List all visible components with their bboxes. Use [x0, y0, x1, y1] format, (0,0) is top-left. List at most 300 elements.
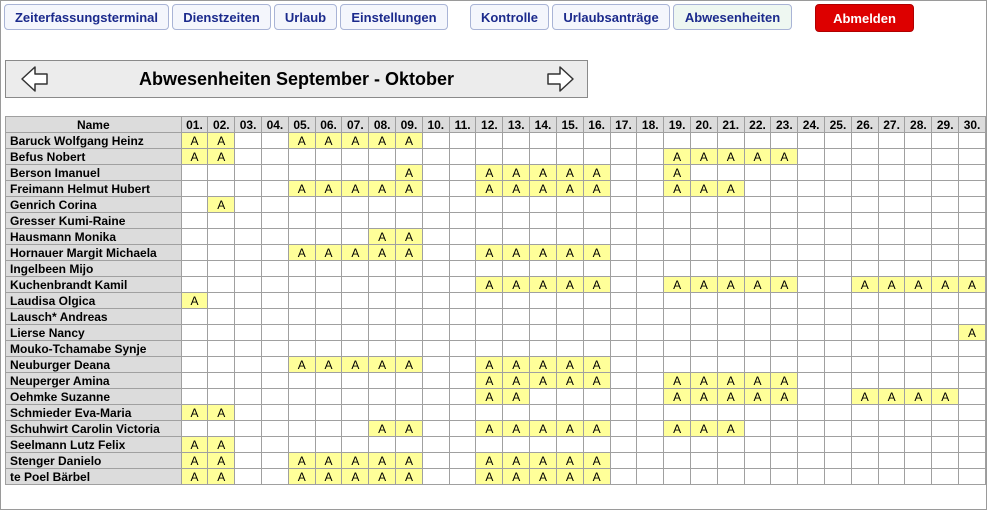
- day-cell: [422, 357, 449, 373]
- day-cell: [262, 293, 289, 309]
- table-row: [6, 133, 986, 149]
- absence-cell: A: [503, 165, 530, 181]
- day-cell: [637, 213, 664, 229]
- absence-cell: A: [690, 421, 717, 437]
- absence-cell: A: [208, 453, 235, 469]
- table-row: [6, 437, 986, 453]
- day-cell: [262, 357, 289, 373]
- day-cell: [851, 421, 878, 437]
- day-cell: [396, 309, 423, 325]
- day-cell: [235, 389, 262, 405]
- day-cell: [717, 293, 744, 309]
- nav-kontrolle-button[interactable]: Kontrolle: [470, 4, 549, 30]
- day-cell: [610, 165, 637, 181]
- absence-cell: A: [396, 245, 423, 261]
- day-cell: [878, 293, 905, 309]
- day-cell: [664, 293, 691, 309]
- day-cell: [717, 229, 744, 245]
- table-row: [6, 165, 986, 181]
- day-cell: [664, 133, 691, 149]
- day-cell: [288, 309, 315, 325]
- day-cell: [664, 197, 691, 213]
- day-cell: [851, 469, 878, 485]
- day-cell: [717, 309, 744, 325]
- day-cell: [530, 341, 557, 357]
- day-cell: [878, 437, 905, 453]
- day-cell: [851, 325, 878, 341]
- day-cell: [610, 133, 637, 149]
- day-cell: [422, 261, 449, 277]
- day-cell: [262, 341, 289, 357]
- day-cell: [396, 373, 423, 389]
- day-cell: [476, 405, 503, 421]
- day-cell: [959, 213, 986, 229]
- day-cell: [878, 453, 905, 469]
- nav-urlaubsantraege-button[interactable]: Urlaubsanträge: [552, 4, 670, 30]
- day-cell: [744, 213, 771, 229]
- absence-cell: A: [396, 421, 423, 437]
- day-cell: [342, 405, 369, 421]
- day-cell: [315, 213, 342, 229]
- day-cell: [878, 133, 905, 149]
- absence-cell: A: [583, 421, 610, 437]
- absence-cell: A: [181, 437, 208, 453]
- day-cell: [181, 277, 208, 293]
- day-cell: [878, 421, 905, 437]
- day-cell: [825, 293, 852, 309]
- day-cell: [208, 389, 235, 405]
- day-cell: [744, 437, 771, 453]
- day-cell: [449, 309, 476, 325]
- day-cell: [396, 325, 423, 341]
- day-cell: [422, 181, 449, 197]
- day-cell: [422, 309, 449, 325]
- day-column-header: 02.: [208, 117, 235, 133]
- day-cell: [878, 325, 905, 341]
- day-cell: [235, 197, 262, 213]
- day-cell: [825, 341, 852, 357]
- employee-name: Oehmke Suzanne: [6, 389, 182, 405]
- day-cell: [208, 341, 235, 357]
- absence-cell: A: [208, 149, 235, 165]
- absence-cell: A: [959, 277, 986, 293]
- day-cell: [503, 341, 530, 357]
- table-row: [6, 245, 986, 261]
- absence-cell: A: [476, 421, 503, 437]
- day-cell: [315, 197, 342, 213]
- nav-einstellungen-button[interactable]: Einstellungen: [340, 4, 448, 30]
- day-cell: [235, 165, 262, 181]
- day-cell: [878, 261, 905, 277]
- day-cell: [959, 357, 986, 373]
- day-cell: [476, 229, 503, 245]
- day-cell: [288, 261, 315, 277]
- absence-cell: A: [208, 405, 235, 421]
- absence-cell: A: [288, 133, 315, 149]
- day-cell: [449, 389, 476, 405]
- day-cell: [556, 341, 583, 357]
- day-cell: [878, 469, 905, 485]
- day-cell: [798, 373, 825, 389]
- day-cell: [181, 181, 208, 197]
- day-cell: [208, 181, 235, 197]
- day-cell: [342, 341, 369, 357]
- nav-zeiterfassungsterminal-button[interactable]: Zeiterfassungsterminal: [4, 4, 169, 30]
- day-cell: [262, 261, 289, 277]
- day-cell: [235, 261, 262, 277]
- absence-cell: A: [208, 469, 235, 485]
- day-cell: [476, 261, 503, 277]
- day-cell: [851, 453, 878, 469]
- table-header-row: [6, 117, 986, 133]
- day-cell: [422, 133, 449, 149]
- day-cell: [181, 357, 208, 373]
- day-cell: [825, 357, 852, 373]
- table-row: [6, 453, 986, 469]
- day-cell: [690, 197, 717, 213]
- day-cell: [610, 389, 637, 405]
- absence-cell: A: [369, 469, 396, 485]
- absence-cell: A: [396, 133, 423, 149]
- day-cell: [422, 421, 449, 437]
- day-cell: [959, 165, 986, 181]
- day-cell: [851, 261, 878, 277]
- day-cell: [825, 373, 852, 389]
- nav-dienstzeiten-button[interactable]: Dienstzeiten: [172, 4, 271, 30]
- day-cell: [744, 197, 771, 213]
- day-cell: [905, 453, 932, 469]
- day-cell: [449, 197, 476, 213]
- day-cell: [181, 197, 208, 213]
- day-cell: [396, 213, 423, 229]
- day-cell: [262, 469, 289, 485]
- day-cell: [771, 325, 798, 341]
- absence-cell: A: [315, 133, 342, 149]
- day-cell: [664, 309, 691, 325]
- day-cell: [932, 165, 959, 181]
- day-cell: [369, 149, 396, 165]
- day-cell: [369, 277, 396, 293]
- day-cell: [503, 149, 530, 165]
- day-cell: [422, 389, 449, 405]
- day-cell: [664, 437, 691, 453]
- day-cell: [878, 357, 905, 373]
- day-cell: [342, 389, 369, 405]
- table-row: [6, 197, 986, 213]
- day-cell: [208, 165, 235, 181]
- absence-cell: A: [369, 245, 396, 261]
- day-cell: [637, 453, 664, 469]
- day-cell: [369, 325, 396, 341]
- employee-name: Schuhwirt Carolin Victoria: [6, 421, 182, 437]
- day-cell: [369, 293, 396, 309]
- day-cell: [771, 293, 798, 309]
- day-cell: [181, 165, 208, 181]
- absence-cell: A: [476, 165, 503, 181]
- day-cell: [932, 453, 959, 469]
- day-column-header: 14.: [530, 117, 557, 133]
- day-cell: [235, 421, 262, 437]
- absence-cell: A: [503, 469, 530, 485]
- day-cell: [690, 165, 717, 181]
- day-cell: [369, 341, 396, 357]
- absence-cell: A: [288, 245, 315, 261]
- absence-cell: A: [530, 357, 557, 373]
- day-cell: [476, 325, 503, 341]
- employee-name: Kuchenbrandt Kamil: [6, 277, 182, 293]
- day-cell: [851, 309, 878, 325]
- day-cell: [288, 437, 315, 453]
- absence-cell: A: [556, 453, 583, 469]
- day-cell: [208, 293, 235, 309]
- day-cell: [208, 373, 235, 389]
- absence-cell: A: [315, 357, 342, 373]
- absence-table: [5, 116, 986, 485]
- day-cell: [905, 373, 932, 389]
- day-cell: [449, 405, 476, 421]
- day-cell: [369, 165, 396, 181]
- day-cell: [932, 229, 959, 245]
- day-cell: [610, 245, 637, 261]
- day-cell: [771, 405, 798, 421]
- absence-cell: A: [583, 277, 610, 293]
- day-cell: [396, 405, 423, 421]
- table-row: [6, 325, 986, 341]
- day-cell: [959, 309, 986, 325]
- day-cell: [610, 453, 637, 469]
- day-cell: [262, 165, 289, 181]
- table-row: [6, 229, 986, 245]
- absence-cell: A: [664, 421, 691, 437]
- day-cell: [959, 389, 986, 405]
- next-arrow-icon[interactable]: [545, 64, 575, 94]
- day-cell: [717, 325, 744, 341]
- day-cell: [476, 213, 503, 229]
- day-cell: [583, 261, 610, 277]
- day-cell: [583, 309, 610, 325]
- day-cell: [851, 341, 878, 357]
- day-cell: [690, 293, 717, 309]
- absence-cell: A: [181, 469, 208, 485]
- day-column-header: 10.: [422, 117, 449, 133]
- table-row: [6, 469, 986, 485]
- day-cell: [851, 133, 878, 149]
- absence-cell: A: [342, 469, 369, 485]
- day-cell: [905, 197, 932, 213]
- day-cell: [717, 197, 744, 213]
- day-cell: [503, 133, 530, 149]
- day-cell: [208, 421, 235, 437]
- day-cell: [315, 405, 342, 421]
- employee-name: Lierse Nancy: [6, 325, 182, 341]
- day-cell: [717, 357, 744, 373]
- absence-cell: A: [342, 181, 369, 197]
- day-cell: [530, 437, 557, 453]
- table-row: [6, 421, 986, 437]
- day-cell: [798, 197, 825, 213]
- day-cell: [878, 197, 905, 213]
- day-cell: [905, 229, 932, 245]
- absence-cell: A: [771, 277, 798, 293]
- table-row: [6, 181, 986, 197]
- day-cell: [744, 261, 771, 277]
- absence-cell: A: [583, 373, 610, 389]
- employee-name: Laudisa Olgica: [6, 293, 182, 309]
- day-cell: [530, 261, 557, 277]
- day-cell: [798, 421, 825, 437]
- day-cell: [262, 277, 289, 293]
- day-cell: [637, 293, 664, 309]
- day-cell: [208, 309, 235, 325]
- day-cell: [315, 229, 342, 245]
- day-cell: [449, 357, 476, 373]
- day-cell: [825, 453, 852, 469]
- day-cell: [959, 261, 986, 277]
- absence-cell: A: [369, 229, 396, 245]
- day-cell: [610, 357, 637, 373]
- day-cell: [637, 165, 664, 181]
- table-row: [6, 405, 986, 421]
- day-cell: [422, 245, 449, 261]
- day-cell: [744, 325, 771, 341]
- absence-cell: A: [288, 469, 315, 485]
- absence-cell: A: [181, 293, 208, 309]
- month-title-bar: [5, 60, 588, 98]
- absence-cell: A: [503, 357, 530, 373]
- nav-abwesenheiten-button[interactable]: Abwesenheiten: [673, 4, 792, 30]
- absence-cell: A: [744, 373, 771, 389]
- day-cell: [637, 181, 664, 197]
- day-cell: [771, 213, 798, 229]
- day-cell: [771, 309, 798, 325]
- day-cell: [905, 357, 932, 373]
- day-cell: [235, 229, 262, 245]
- absence-cell: A: [556, 421, 583, 437]
- day-cell: [610, 373, 637, 389]
- day-cell: [262, 325, 289, 341]
- day-cell: [262, 213, 289, 229]
- day-column-header: 04.: [262, 117, 289, 133]
- day-cell: [556, 405, 583, 421]
- employee-name: Berson Imanuel: [6, 165, 182, 181]
- day-cell: [449, 133, 476, 149]
- day-cell: [610, 293, 637, 309]
- day-cell: [342, 165, 369, 181]
- day-cell: [878, 373, 905, 389]
- nav-urlaub-button[interactable]: Urlaub: [274, 4, 337, 30]
- day-cell: [825, 245, 852, 261]
- absence-cell: A: [771, 389, 798, 405]
- day-cell: [664, 341, 691, 357]
- day-cell: [610, 229, 637, 245]
- day-cell: [717, 469, 744, 485]
- day-cell: [717, 341, 744, 357]
- day-cell: [369, 261, 396, 277]
- day-cell: [664, 469, 691, 485]
- day-cell: [422, 405, 449, 421]
- day-cell: [878, 405, 905, 421]
- day-cell: [905, 437, 932, 453]
- day-cell: [771, 165, 798, 181]
- employee-name: Schmieder Eva-Maria: [6, 405, 182, 421]
- day-cell: [181, 245, 208, 261]
- day-cell: [503, 197, 530, 213]
- day-cell: [503, 405, 530, 421]
- day-cell: [905, 421, 932, 437]
- day-cell: [825, 181, 852, 197]
- day-cell: [690, 309, 717, 325]
- day-cell: [825, 437, 852, 453]
- day-cell: [905, 469, 932, 485]
- day-column-header: 16.: [583, 117, 610, 133]
- day-cell: [369, 213, 396, 229]
- day-cell: [851, 229, 878, 245]
- day-cell: [583, 229, 610, 245]
- absence-cell: A: [396, 357, 423, 373]
- day-cell: [959, 245, 986, 261]
- day-cell: [959, 341, 986, 357]
- day-cell: [664, 213, 691, 229]
- day-cell: [798, 213, 825, 229]
- day-column-header: 23.: [771, 117, 798, 133]
- day-cell: [208, 277, 235, 293]
- employee-name: Befus Nobert: [6, 149, 182, 165]
- day-cell: [288, 389, 315, 405]
- absence-cell: A: [744, 149, 771, 165]
- absence-cell: A: [690, 149, 717, 165]
- day-cell: [503, 261, 530, 277]
- day-cell: [717, 405, 744, 421]
- absence-cell: A: [556, 373, 583, 389]
- day-cell: [342, 293, 369, 309]
- day-cell: [690, 357, 717, 373]
- day-cell: [181, 213, 208, 229]
- day-cell: [342, 437, 369, 453]
- day-cell: [825, 277, 852, 293]
- absence-cell: A: [342, 245, 369, 261]
- absence-cell: A: [530, 165, 557, 181]
- logout-button[interactable]: Abmelden: [815, 4, 914, 32]
- day-cell: [422, 341, 449, 357]
- day-cell: [637, 357, 664, 373]
- employee-name: Hornauer Margit Michaela: [6, 245, 182, 261]
- day-cell: [235, 469, 262, 485]
- day-cell: [288, 165, 315, 181]
- absence-cell: A: [181, 405, 208, 421]
- day-cell: [717, 165, 744, 181]
- day-cell: [851, 181, 878, 197]
- day-cell: [771, 229, 798, 245]
- day-cell: [530, 309, 557, 325]
- day-column-header: 27.: [878, 117, 905, 133]
- day-cell: [798, 181, 825, 197]
- day-cell: [315, 277, 342, 293]
- day-cell: [530, 133, 557, 149]
- table-row: [6, 389, 986, 405]
- day-cell: [315, 421, 342, 437]
- table-row: [6, 261, 986, 277]
- day-cell: [744, 245, 771, 261]
- day-cell: [771, 133, 798, 149]
- day-cell: [583, 437, 610, 453]
- absence-cell: A: [664, 373, 691, 389]
- day-cell: [556, 213, 583, 229]
- day-cell: [181, 389, 208, 405]
- day-cell: [610, 261, 637, 277]
- day-cell: [610, 149, 637, 165]
- absence-cell: A: [396, 165, 423, 181]
- day-cell: [422, 197, 449, 213]
